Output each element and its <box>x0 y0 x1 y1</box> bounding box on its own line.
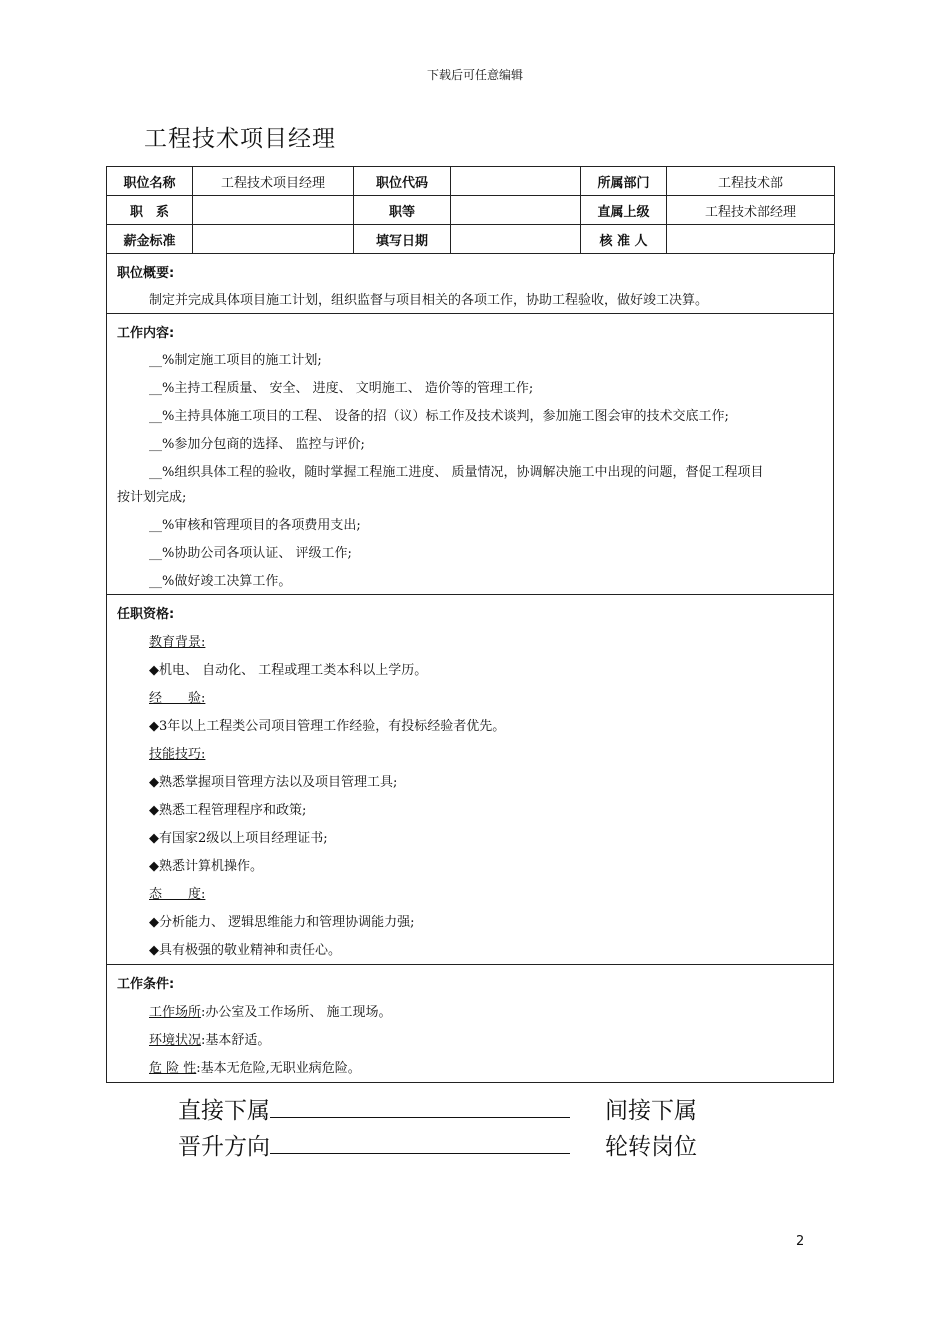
salary-label: 薪金标准 <box>107 225 193 254</box>
list-item: ◆有国家2级以上项目经理证书; <box>149 831 328 846</box>
job-grade-label: 职等 <box>354 196 451 225</box>
list-item: __%主持工程质量、 安全、 进度、 文明施工、 造价等的管理工作; <box>149 381 534 396</box>
department-label: 所属部门 <box>581 167 667 196</box>
list-item: __%协助公司各项认证、 评级工作; <box>149 546 352 561</box>
risk-text: :基本无危险,无职业病危险。 <box>196 1061 361 1076</box>
job-family-value <box>193 196 354 225</box>
education-text: ◆机电、 自动化、 工程或理工类本科以上学历。 <box>149 663 428 678</box>
salary-value <box>193 225 354 254</box>
qualifications-section <box>106 594 834 965</box>
indirect-subordinate-label: 间接下属 <box>605 1098 697 1124</box>
experience-label: 经 验: <box>149 691 206 706</box>
overview-section <box>106 253 834 314</box>
attitude-label: 态 度: <box>149 887 206 902</box>
workplace-text: :办公室及工作场所、 施工现场。 <box>201 1005 392 1020</box>
qualifications-title: 任职资格: <box>117 607 175 622</box>
job-family-label: 职 系 <box>107 196 193 225</box>
list-item-continuation: 按计划完成; <box>117 490 187 505</box>
workplace-label: 工作场所 <box>149 1005 202 1020</box>
approver-value <box>667 225 835 254</box>
risk-line <box>149 1057 361 1076</box>
header-note: 下载后可任意编辑 <box>426 68 523 82</box>
supervisor-label: 直属上级 <box>581 196 667 225</box>
job-grade-value <box>451 196 581 225</box>
list-item: __%制定施工项目的施工计划; <box>149 353 322 368</box>
direct-subordinate-line <box>270 1117 570 1118</box>
position-name-value: 工程技术项目经理 <box>193 167 354 196</box>
department-value: 工程技术部 <box>667 167 835 196</box>
list-item: __%做好竣工决算工作。 <box>149 574 292 589</box>
position-info-table <box>106 166 835 254</box>
table-row <box>107 225 835 254</box>
list-item: __%组织具体工程的验收，随时掌握工程施工进度、 质量情况，协调解决施工中出现的问题，督促工程项目 <box>149 465 764 480</box>
supervisor-value: 工程技术部经理 <box>667 196 835 225</box>
conditions-section <box>106 964 834 1083</box>
conditions-title: 工作条件: <box>117 977 175 992</box>
table-row <box>107 196 835 225</box>
position-code-value <box>451 167 581 196</box>
overview-text: 制定并完成具体项目施工计划，组织监督与项目相关的各项工作，协助工程验收，做好竣工决算。 <box>149 293 709 308</box>
list-item: ◆具有极强的敬业精神和责任心。 <box>149 943 341 958</box>
list-item: __%审核和管理项目的各项费用支出; <box>149 518 361 533</box>
list-item: __%参加分包商的选择、 监控与评价; <box>149 437 365 452</box>
duties-title: 工作内容: <box>117 326 175 341</box>
promotion-line <box>270 1153 570 1154</box>
position-name-label: 职位名称 <box>107 167 193 196</box>
risk-label: 危 险 性 <box>149 1061 197 1076</box>
list-item: ◆熟悉工程管理程序和政策; <box>149 803 307 818</box>
fill-date-value <box>451 225 581 254</box>
list-item: ◆熟悉掌握项目管理方法以及项目管理工具; <box>149 775 398 790</box>
education-label: 教育背景: <box>149 635 206 650</box>
environment-text: :基本舒适。 <box>201 1033 271 1048</box>
list-item: ◆分析能力、 逻辑思维能力和管理协调能力强; <box>149 915 415 930</box>
workplace-line <box>149 1001 392 1020</box>
promotion-label: 晋升方向 <box>178 1134 270 1160</box>
document-title: 工程技术项目经理 <box>144 126 336 152</box>
overview-title: 职位概要: <box>117 266 175 281</box>
position-code-label: 职位代码 <box>354 167 451 196</box>
table-row <box>107 167 835 196</box>
skills-label: 技能技巧: <box>149 747 206 762</box>
environment-line <box>149 1029 270 1048</box>
environment-label: 环境状况 <box>149 1033 202 1048</box>
duties-section <box>106 313 834 595</box>
approver-label: 核 准 人 <box>581 225 667 254</box>
fill-date-label: 填写日期 <box>354 225 451 254</box>
list-item: __%主持具体施工项目的工程、 设备的招（议）标工作及技术谈判，参加施工图会审的技术交底工作; <box>149 409 729 424</box>
experience-text: ◆3年以上工程类公司项目管理工作经验，有投标经验者优先。 <box>149 719 506 734</box>
direct-subordinate-label: 直接下属 <box>178 1098 270 1124</box>
page-number: 2 <box>796 1234 805 1249</box>
list-item: ◆熟悉计算机操作。 <box>149 859 263 874</box>
rotation-label: 轮转岗位 <box>605 1134 697 1160</box>
